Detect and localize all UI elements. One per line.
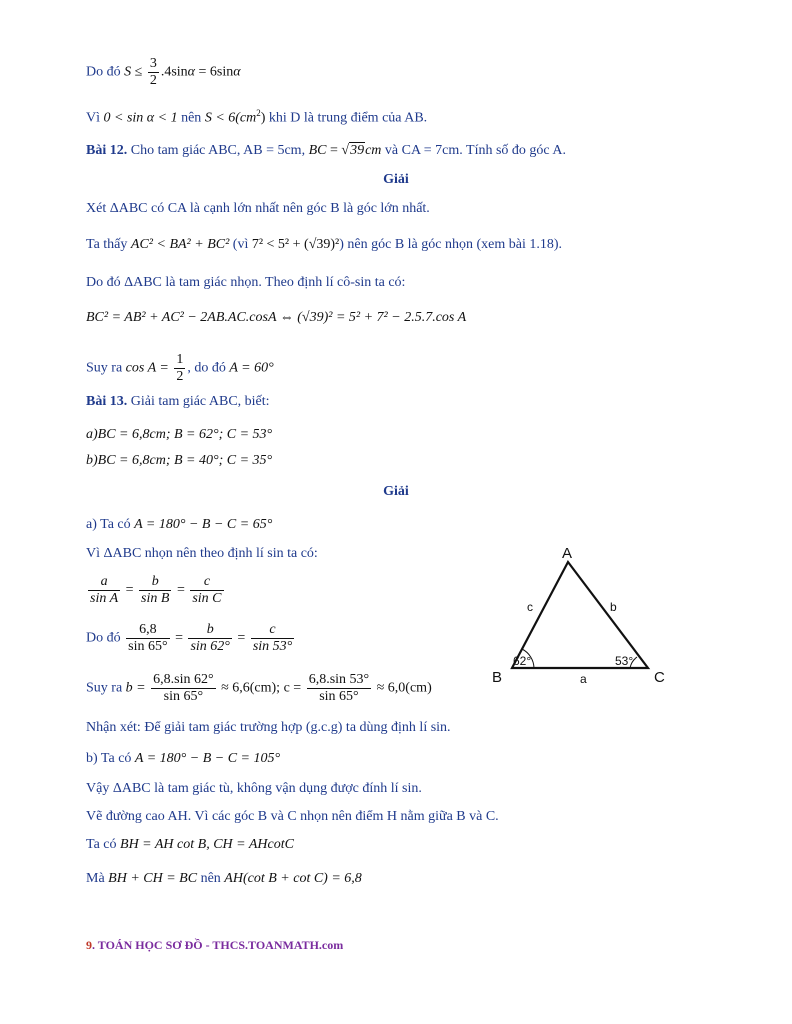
page-number: 9 [86, 938, 92, 952]
math: ≈ 6,0(cm) [373, 680, 432, 696]
footer-text: . TOÁN HỌC SƠ ĐỒ - THCS.TOANMATH.com [92, 938, 344, 952]
math: = 6sin [195, 64, 234, 80]
math: 7² < 5² + (√39)² [251, 237, 340, 252]
fraction [251, 622, 294, 655]
text: ) nên góc B là góc nhọn (xem bài 1.18). [339, 237, 563, 252]
text: Suy ra [86, 360, 126, 376]
numerator: 1 [176, 352, 184, 367]
triangle-shape [512, 562, 648, 668]
vertex-b-label: B [492, 669, 503, 686]
cosine-law-line [86, 309, 466, 327]
math: cm [365, 143, 382, 158]
numerator: a [88, 574, 120, 591]
text-line: Vậy ΔABC là tam giác tù, không vận dụng được đính lí sin. [86, 781, 422, 796]
angle-b-label: 62° [513, 654, 532, 668]
exercise-13-statement [86, 393, 270, 411]
text: Vì [86, 110, 104, 126]
fraction [151, 672, 215, 705]
math: AH(cot B + cot C) = 6,8 [224, 871, 362, 886]
text: nên [197, 871, 225, 886]
page-footer [86, 938, 343, 953]
text: và CA = 7cm. Tính số đo góc A. [381, 143, 566, 158]
case-b [86, 452, 272, 470]
sides-result [86, 672, 432, 705]
text: Suy ra [86, 680, 126, 696]
math: 0 < sin α < 1 [103, 110, 178, 126]
vertex-c-label: C [654, 669, 665, 686]
math: 2 [256, 108, 261, 118]
line-ah [86, 870, 362, 888]
math: BC² = AB² + AC² − 2AB.AC.cosA ⇔ (√39)² = 5² + 7² − 2.5.7.cos A [86, 310, 467, 325]
numerator: c [190, 574, 223, 591]
math: BH = AH cot B, CH = AHcotC [120, 837, 294, 852]
denominator: 2 [176, 369, 184, 384]
fraction [88, 574, 120, 607]
line-cos-a [86, 352, 274, 385]
text: khi D là trung điểm của AB. [265, 110, 428, 126]
numerator: 6,8 [126, 622, 169, 639]
math: a)BC = 6,8cm; B = 62°; C = 53° [86, 427, 273, 442]
math: .4sin [160, 64, 188, 80]
solution-heading: Giải [383, 484, 409, 499]
fraction [126, 622, 169, 655]
text: , do đó [187, 360, 230, 376]
text-line: Do đó ΔABC là tam giác nhọn. Theo định lí cô-sin ta có: [86, 275, 406, 290]
line-s-limit [86, 104, 427, 128]
math: S < 6(cm [204, 110, 257, 126]
math: AC² < BA² + BC² [130, 237, 230, 252]
fraction [307, 672, 371, 705]
numerator: c [251, 622, 294, 639]
fraction [190, 574, 223, 607]
math: b)BC = 6,8cm; B = 40°; C = 35° [86, 453, 273, 468]
math: BC [308, 143, 327, 158]
text: a) Ta có [86, 517, 135, 532]
denominator: sin 65° [128, 639, 168, 654]
line-s-bound [86, 56, 241, 89]
text: b) Ta có [86, 751, 135, 766]
fraction [148, 56, 159, 89]
text: Mà [86, 871, 109, 886]
numerator: 6,8.sin 62° [153, 672, 214, 687]
triangle-figure [484, 538, 684, 688]
exercise-12-statement [86, 142, 566, 160]
fraction [174, 352, 185, 385]
denominator: sin 65° [319, 689, 359, 704]
angle-c-label: 53° [615, 654, 634, 668]
text-line: Nhận xét: Để giải tam giác trường hợp (g.c.g) ta dùng định lí sin. [86, 720, 451, 735]
case-a [86, 426, 272, 444]
text: nên [177, 110, 205, 126]
line-angle-a-b [86, 750, 280, 768]
text: Ta thấy [86, 237, 131, 252]
math: ) [260, 110, 266, 126]
line-angle-a [86, 516, 272, 534]
denominator: sin 53° [252, 639, 293, 654]
fraction [188, 622, 231, 655]
denominator: sin A [90, 591, 119, 606]
line-compare [86, 236, 562, 254]
solution-heading: Giải [383, 172, 409, 187]
math: ≤ [131, 64, 146, 80]
math: A = 60° [229, 360, 274, 376]
text: Do đó [86, 630, 125, 646]
denominator: sin 65° [163, 689, 204, 704]
math: A = 180° − B − C = 105° [134, 751, 281, 766]
math: S [124, 64, 132, 80]
text: (vì [229, 237, 252, 252]
math: b = [125, 680, 150, 696]
numerator: b [139, 574, 171, 591]
denominator: 2 [149, 73, 157, 88]
side-c-label: c [527, 600, 533, 614]
denominator: sin C [192, 591, 222, 606]
line-bh-ch [86, 836, 294, 854]
math: α [187, 64, 196, 80]
text: Ta có [86, 837, 121, 852]
math: A = 180° − B − C = 65° [134, 517, 273, 532]
numerator: 6,8.sin 53° [308, 672, 370, 687]
text: Do đó [86, 64, 125, 80]
math: BH + CH = BC [108, 871, 198, 886]
text-line: Xét ΔABC có CA là cạnh lớn nhất nên góc B là góc lớn nhất. [86, 201, 430, 216]
text-line: Vẽ đường cao AH. Vì các góc B và C nhọn nên điểm H nằm giữa B và C. [86, 809, 499, 824]
numerator: 3 [149, 56, 157, 71]
exercise-label: Bài 13. [86, 394, 128, 409]
fraction [139, 574, 171, 607]
text: Cho tam giác ABC, AB = 5cm, [127, 143, 309, 158]
text: Giải tam giác ABC, biết: [127, 394, 270, 409]
sine-law: $\frac{a}{\text{sin A}}$ = $\frac{b}{\text{sin B}}$ = $\frac{c}{\text{sin C}}$ [90, 574, 222, 606]
math: ≈ 6,6(cm); c = [217, 680, 305, 696]
exercise-label: Bài 12. [86, 143, 128, 158]
math: α [233, 64, 241, 80]
vertex-a-label: A [562, 545, 573, 562]
math: = √ [326, 143, 350, 158]
numerator: b [188, 622, 231, 639]
sine-law-values: Do đó $\frac{6,8}{\sin 65^\circ}$ = $\frac{b}{\sin 62^\circ}$ = $\frac{c}{\sin 53^\circ}$ [86, 622, 293, 654]
side-a-label: a [580, 672, 587, 686]
text-line: Vì ΔABC nhọn nên theo định lí sin ta có: [86, 546, 318, 561]
math: 39 [350, 143, 365, 158]
denominator: sin 62° [190, 639, 230, 654]
side-b-label: b [610, 600, 617, 614]
math: cos A = [125, 360, 173, 376]
denominator: sin B [141, 591, 170, 606]
